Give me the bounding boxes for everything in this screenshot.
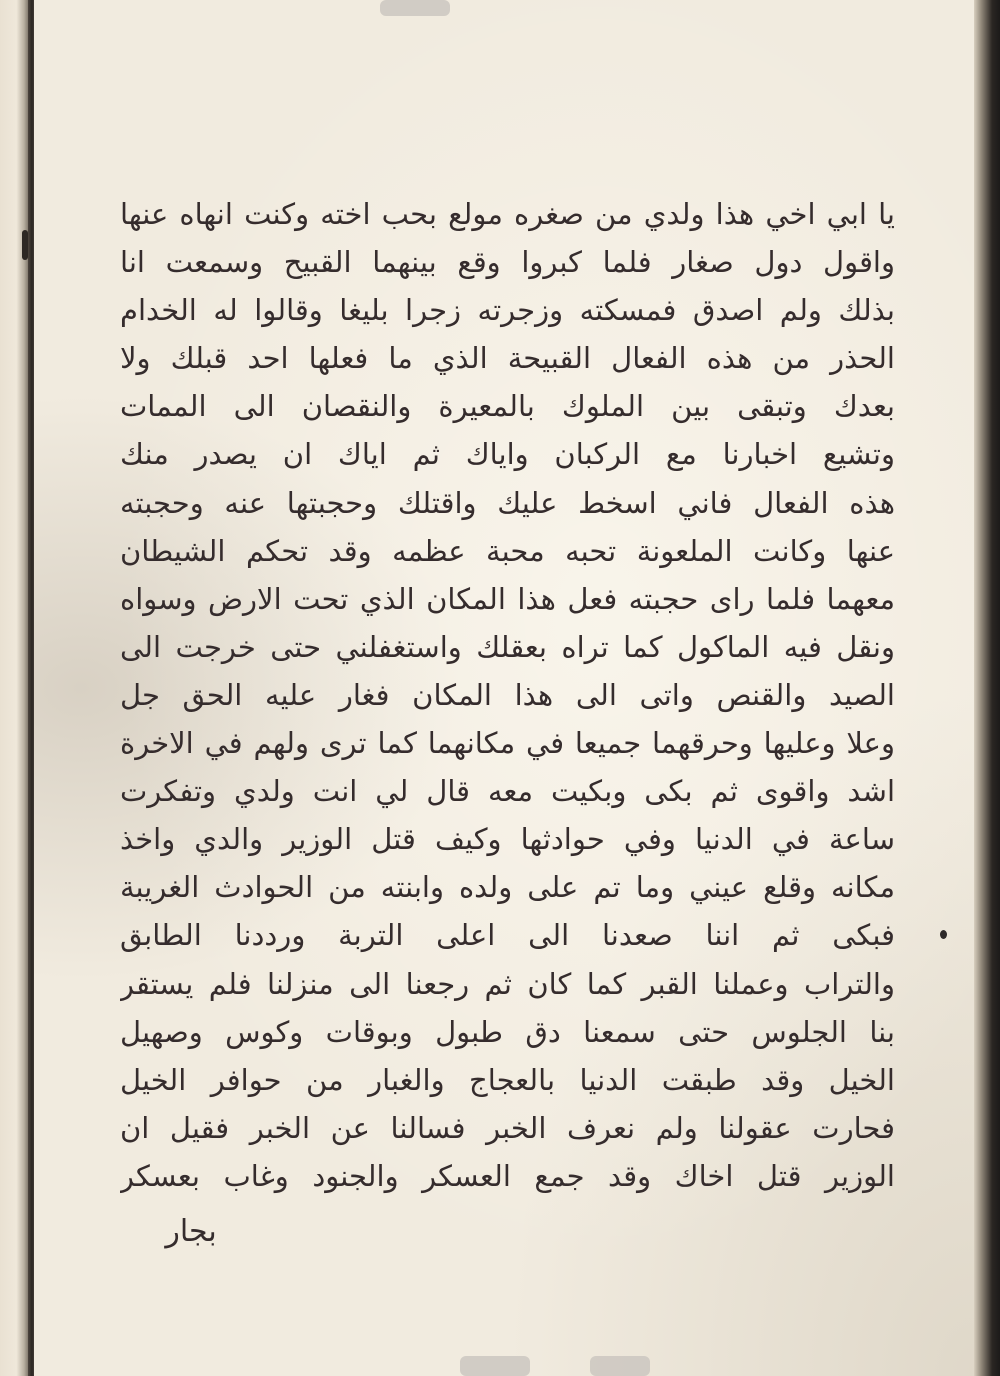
text-line-7: هذه الفعال فاني اسخط عليك واقتلك وحجبتها عنه وحجبته (120, 485, 895, 520)
manuscript-text-block (120, 190, 895, 1200)
text-line-2: واقول دول صغار فلما كبروا وقع بينهما القبيح وسمعت انا (120, 245, 895, 280)
text-line-13: اشد واقوى ثم بكى وبكيت معه قال لي انت ولدي وتفكرت (120, 774, 895, 809)
top-page-clip (380, 0, 450, 16)
text-line-6: وتشيع اخبارنا مع الركبان واياك ثم اياك ان يصدر منك (120, 437, 895, 472)
text-line-3: بذلك ولم اصدق فمسكته وزجرته زجرا بليغا وقالوا له الخدام (120, 293, 895, 328)
text-line-20: فحارت عقولنا ولم نعرف الخبر فسالنا عن الخبر فقيل ان (120, 1110, 895, 1145)
text-line-11: الصيد والقنص واتى الى هذا المكان فغار عليه الحق جل (120, 677, 895, 712)
text-line-8: عنها وكانت الملعونة تحبه محبة عظمه وقد تحكم الشيطان (120, 533, 895, 568)
binding-thread-mark (22, 230, 28, 260)
text-line-14: ساعة في الدنيا وفي حوادثها وكيف قتل الوزير والدي واخذ (120, 822, 895, 857)
text-line-4: الحذر من هذه الفعال القبيحة الذي ما فعلها احد قبلك ولا (120, 341, 895, 376)
text-line-5: بعدك وتبقى بين الملوك بالمعيرة والنقصان الى الممات (120, 389, 895, 424)
text-line-21: الوزير قتل اخاك وقد جمع العسكر والجنود وغاب بعسكر (120, 1158, 895, 1193)
text-line-17: والتراب وعملنا القبر كما كان ثم رجعنا الى منزلنا فلم يستقر (120, 966, 895, 1001)
text-line-12: وعلا وعليها وحرقهما جميعا في مكانهما كما ترى ولهم في الاخرة (120, 726, 895, 761)
text-line-10: ونقل فيه الماكول كما تراه بعقلك واستغفلني حتى خرجت الى (120, 629, 895, 664)
text-line-16: فبكى ثم اننا صعدنا الى اعلى التربة ورددنا الطابق (120, 918, 895, 953)
text-line-15: مكانه وقلع عيني وما تم على ولده وابنته من الحوادث الغريبة (120, 870, 895, 905)
bottom-page-clip-left (460, 1356, 530, 1376)
catchword: بجار (165, 1214, 217, 1249)
text-line-18: بنا الجلوس حتى سمعنا دق طبول وبوقات وكوس وصهيل (120, 1014, 895, 1049)
folio-right-edge (974, 0, 1000, 1376)
margin-ink-dot (940, 930, 947, 939)
text-line-1: يا ابي اخي هذا ولدي من صغره مولع بحب اخته وكنت انهاه عنها (120, 197, 895, 231)
bottom-page-clip-right (590, 1356, 650, 1376)
facing-page-edge (0, 0, 30, 1376)
text-line-9: معهما فلما راى حجبته فعل هذا المكان الذي تحت الارض وسواه (120, 581, 895, 616)
text-line-19: الخيل وقد طبقت الدنيا بالعجاج والغبار من حوافر الخيل (120, 1062, 895, 1097)
